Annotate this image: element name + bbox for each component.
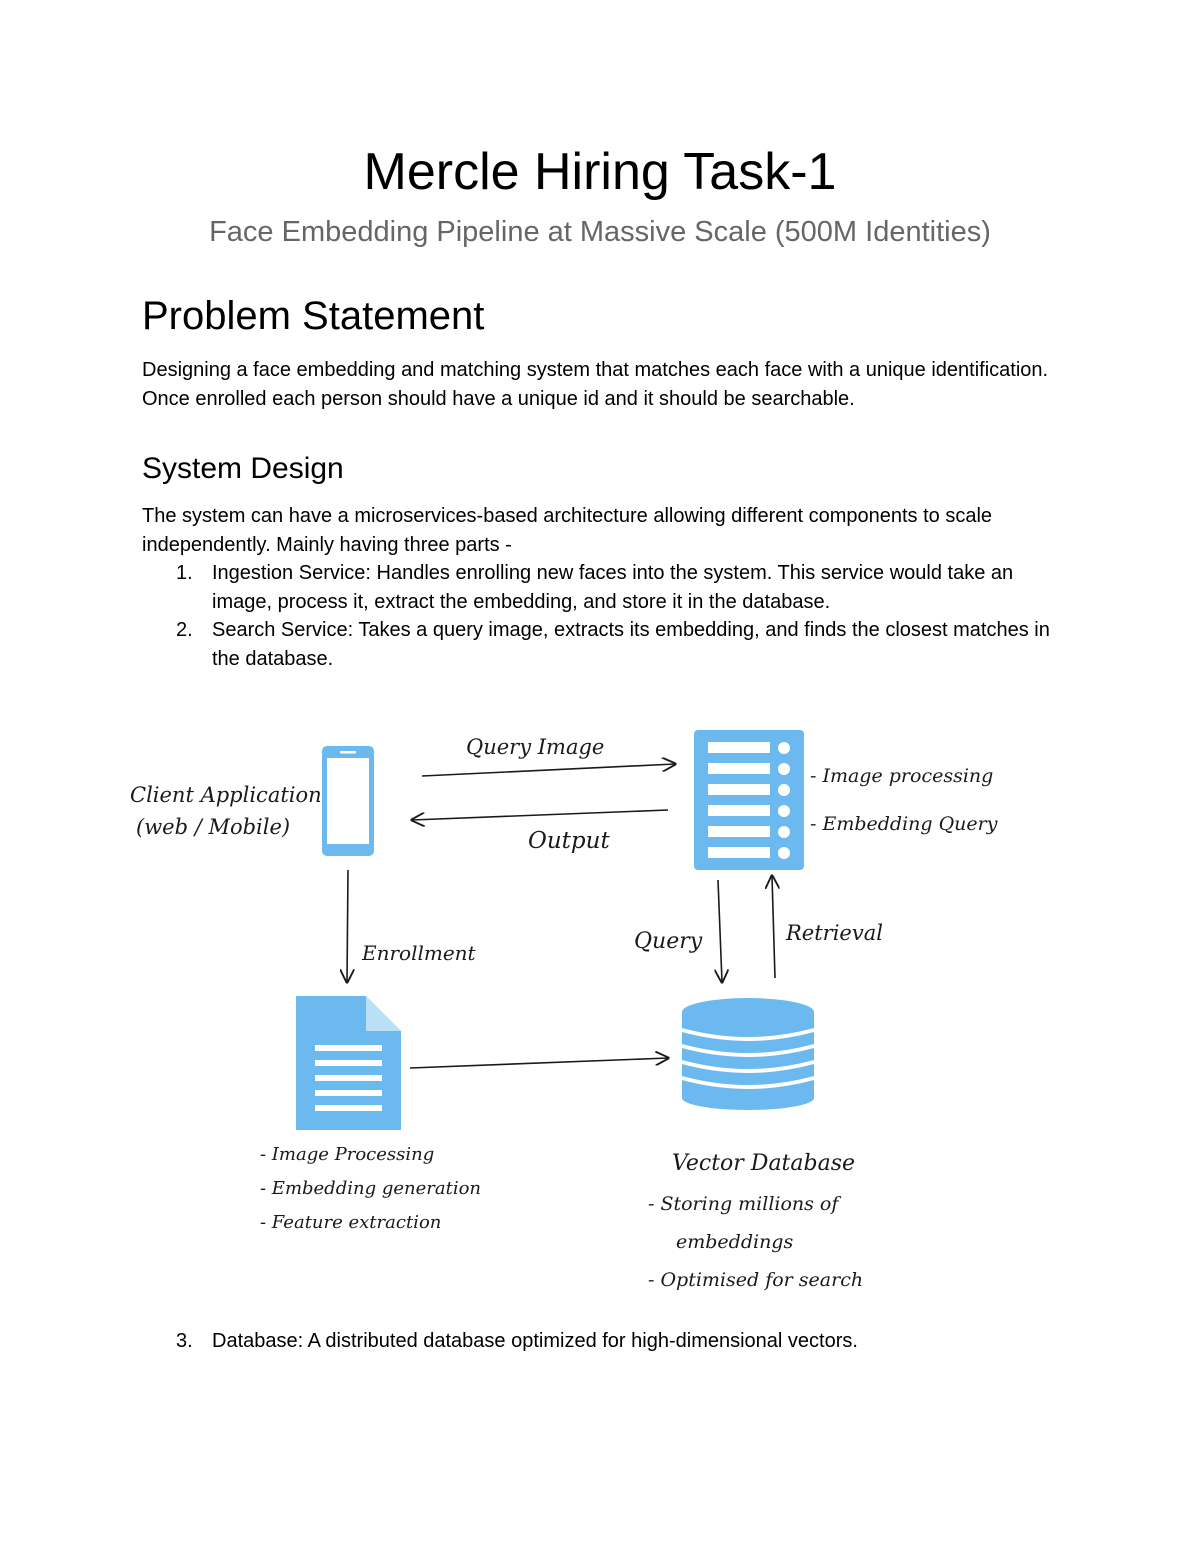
query-image-label: Query Image	[466, 735, 605, 759]
server-note-2: - Embedding Query	[810, 813, 998, 835]
document-subtitle: Face Embedding Pipeline at Massive Scale (500M Identities)	[209, 216, 991, 248]
ingest-note-3: - Feature extraction	[260, 1212, 442, 1233]
list-text: Ingestion Service: Handles enrolling new faces into the system. This service would take an image, process it, extract the embedding, and store it in the database.	[212, 562, 1014, 613]
list-number: 3.	[176, 1330, 193, 1352]
server-icon	[694, 730, 804, 870]
list-text: Search Service: Takes a query image, extracts its embedding, and finds the closest matches in the database.	[212, 619, 1050, 670]
client-label-line1: Client Application	[130, 783, 322, 807]
problem-text: Designing a face embedding and matching system that matches each face with a unique identification. Once enrolled each person should have a unique id and it should be searchable.	[142, 359, 1049, 410]
query-arrow	[718, 880, 722, 982]
database-icon	[682, 998, 814, 1110]
mobile-phone-icon	[322, 746, 374, 856]
list-number: 1.	[176, 562, 193, 584]
retrieval-arrow	[772, 876, 775, 978]
query-label: Query	[634, 929, 703, 954]
design-heading: System Design	[142, 452, 344, 485]
db-note-1: - Storing millions of	[648, 1193, 839, 1215]
list-text: Database: A distributed database optimized for high-dimensional vectors.	[212, 1330, 858, 1352]
ingest-note-1: - Image Processing	[260, 1144, 435, 1165]
enrollment-arrow	[347, 870, 348, 982]
server-note-1: - Image processing	[810, 765, 994, 787]
design-intro: The system can have a microservices-based architecture allowing different components to scale independently. Mainly having three parts -	[142, 505, 993, 556]
architecture-diagram	[120, 700, 1020, 1320]
ingest-to-db-arrow	[410, 1058, 668, 1068]
output-label: Output	[528, 828, 610, 854]
enrollment-label: Enrollment	[362, 941, 476, 965]
db-note-3: - Optimised for search	[648, 1269, 864, 1291]
document-title: Mercle Hiring Task-1	[363, 143, 837, 201]
db-title: Vector Database	[672, 1151, 856, 1176]
output-arrow	[412, 810, 668, 820]
problem-heading: Problem Statement	[142, 294, 485, 338]
client-label-line2: (web / Mobile)	[136, 815, 291, 839]
document-icon	[296, 996, 401, 1130]
query-image-arrow	[422, 764, 675, 776]
ingest-note-2: - Embedding generation	[260, 1178, 482, 1199]
db-note-2: embeddings	[676, 1231, 794, 1253]
retrieval-label: Retrieval	[786, 921, 883, 945]
list-number: 2.	[176, 619, 193, 641]
